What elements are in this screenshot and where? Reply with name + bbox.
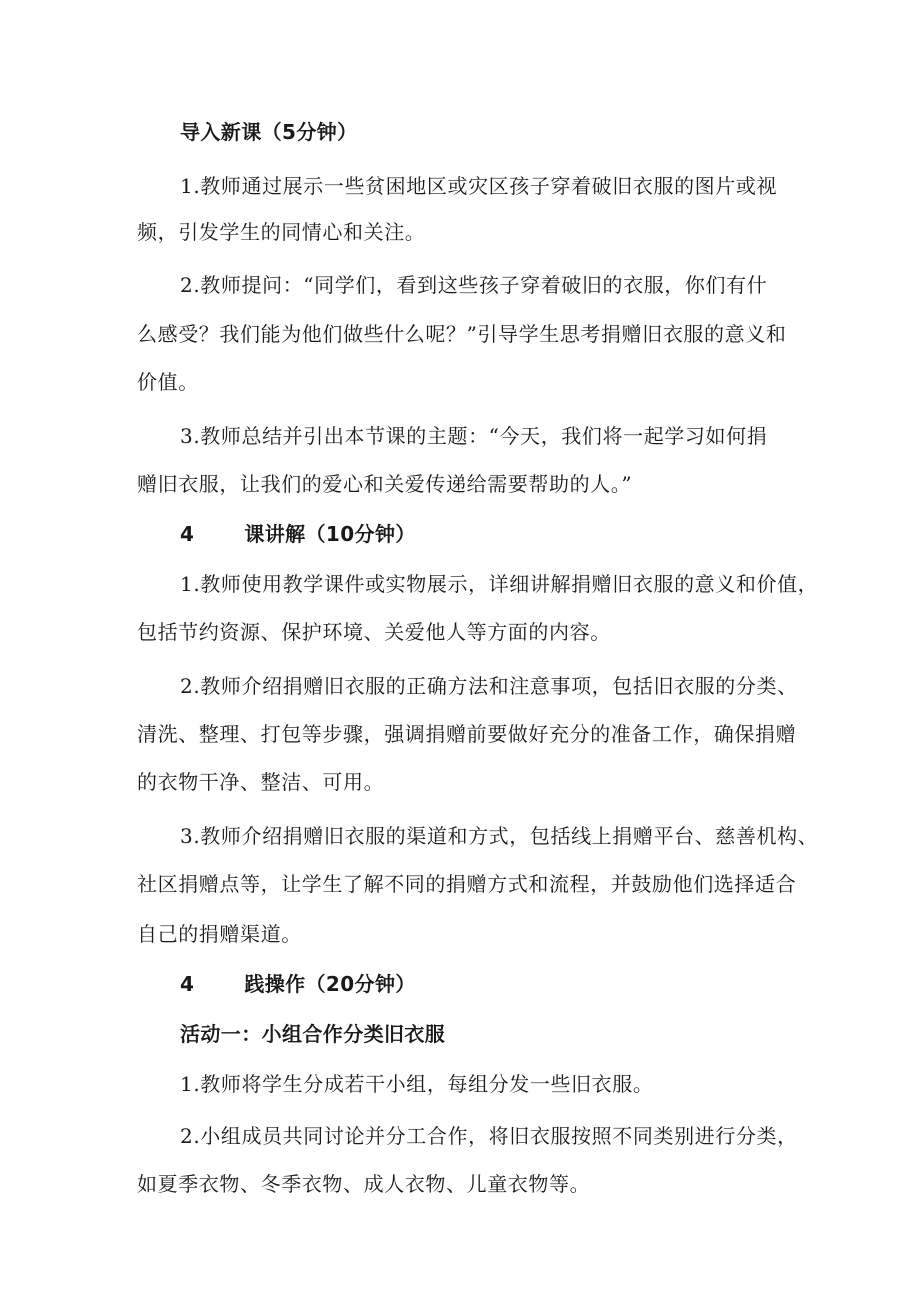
- paragraph-line: 社区捐赠点等，让学生了解不同的捐赠方式和流程，并鼓励他们选择适合: [137, 872, 797, 896]
- paragraph-line: 自己的捐赠渠道。: [137, 922, 302, 946]
- section-heading-number: 4: [180, 972, 195, 996]
- paragraph-line: 2.教师介绍捐赠旧衣服的正确方法和注意事项，包括旧衣服的分类、: [180, 674, 798, 698]
- paragraph-line: 包括节约资源、保护环境、关爱他人等方面的内容。: [137, 620, 611, 644]
- paragraph-line: 价值。: [137, 370, 199, 394]
- paragraph-line: 1.教师通过展示一些贫困地区或灾区孩子穿着破旧衣服的图片或视: [180, 174, 778, 198]
- paragraph-line: 赠旧衣服，让我们的爱心和关爱传递给需要帮助的人。”: [137, 472, 633, 496]
- paragraph-line: 频，引发学生的同情心和关注。: [137, 220, 426, 244]
- section-heading-number: 4: [180, 522, 195, 546]
- section-heading-text: 践操作（20分钟）: [244, 972, 416, 996]
- paragraph-line: 的衣物干净、整洁、可用。: [137, 770, 385, 794]
- section-heading-text: 课讲解（10分钟）: [244, 522, 416, 546]
- section-heading-lecture: [180, 520, 800, 548]
- paragraph-line: 3.教师介绍捐赠旧衣服的渠道和方式，包括线上捐赠平台、慈善机构、: [180, 824, 819, 848]
- section-heading-practice: [180, 970, 800, 998]
- paragraph-line: 清洗、整理、打包等步骤，强调捐赠前要做好充分的准备工作，确保捐赠: [137, 722, 797, 746]
- paragraph-line: 2.教师提问：“同学们，看到这些孩子穿着破旧的衣服，你们有什: [180, 273, 768, 297]
- paragraph-line: 3.教师总结并引出本节课的主题：“今天，我们将一起学习如何捐: [180, 424, 768, 448]
- activity-title: 活动一：小组合作分类旧衣服: [180, 1022, 446, 1046]
- paragraph-line: 2.小组成员共同讨论并分工合作，将旧衣服按照不同类别进行分类，: [180, 1124, 798, 1148]
- paragraph-line: 1.教师将学生分成若干小组，每组分发一些旧衣服。: [180, 1072, 654, 1096]
- paragraph-line: 么感受？我们能为他们做些什么呢？”引导学生思考捐赠旧衣服的意义和: [137, 322, 787, 346]
- paragraph-line: 1.教师使用教学课件或实物展示，详细讲解捐赠旧衣服的意义和价值，: [180, 572, 819, 596]
- section-heading-intro: 导入新课（5分钟）: [180, 120, 358, 144]
- paragraph-line: 如夏季衣物、冬季衣物、成人衣物、儿童衣物等。: [137, 1172, 591, 1196]
